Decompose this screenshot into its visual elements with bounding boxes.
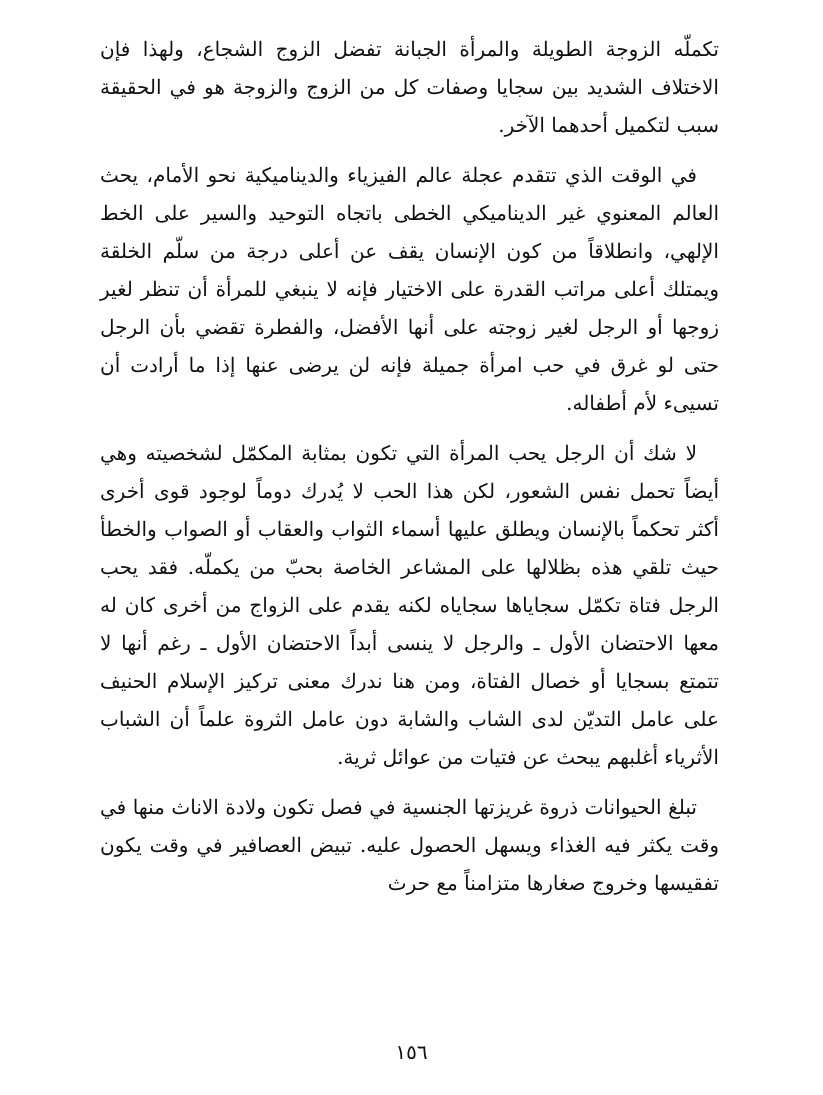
paragraph-4: تبلغ الحيوانات ذروة غريزتها الجنسية في فصل تكون ولادة الاناث منها في وقت يكثر فيه الغذاء ويسهل الحصول عليه. تبيض العصافير في وقت يكون تفقيسها وخروج صغارها متزامناً مع حرث bbox=[100, 795, 719, 895]
paragraph-3: لا شك أن الرجل يحب المرأة التي تكون بمثابة المكمّل لشخصيته وهي أيضاً تحمل نفس الشعور، لكن هذا الحب لا يُدرك دوماً لوجود قوى أخرى أكثر تحكماً بالإنسان ويطلق عليها أسماء الثواب والعقاب أو الصواب والخطأ حيث تلقي هذه بظلالها على المشاعر الخاصة بحبّ من يكملّه. فقد يحب الرجل فتاة تكمّل سجاياها سجاياه لكنه يقدم على الزواج من أخرى كان له معها الاحتضان الأول ـ والرجل لا ينسى أبداً الاحتضان الأول ـ رغم أنها لا تتمتع بسجايا أو خصال الفتاة، ومن هنا ندرك معنى تركيز الإسلام الحنيف على عامل التديّن لدى الشاب والشابة دون عامل الثروة علماً أن الشباب الأثرياء أغلبهم يبحث عن فتيات من عوائل ثرية. bbox=[100, 441, 719, 769]
paragraph-2: في الوقت الذي تتقدم عجلة عالم الفيزياء والديناميكية نحو الأمام، يحث العالم المعنوي غير الديناميكي الخطى باتجاه التوحيد والسير على الخط الإلهي، وانطلاقاً من كون الإنسان يقف عن أعلى درجة من سلّم الخلقة ويمتلك أعلى مراتب القدرة على الاختيار فإنه لا ينبغي للمرأة أن تنظر لغير زوجها أو الرجل لغير زوجته على أنها الأفضل، والفطرة تقضي بأن الرجل حتى لو غرق في حب امرأة جميلة فإنه لن يرضى عنها إذا ما أرادت أن تسيىء لأم أطفاله. bbox=[100, 163, 719, 415]
paragraph-1: تكملّه الزوجة الطويلة والمرأة الجبانة تفضل الزوج الشجاع، ولهذا فإن الاختلاف الشديد بين سجايا وصفات كل من الزوج والزوجة هو في الحقيقة سبب لتكميل أحدهما الآخر. bbox=[100, 37, 719, 137]
book-page-text bbox=[100, 30, 719, 914]
page-number: ١٥٦ bbox=[395, 1040, 428, 1064]
